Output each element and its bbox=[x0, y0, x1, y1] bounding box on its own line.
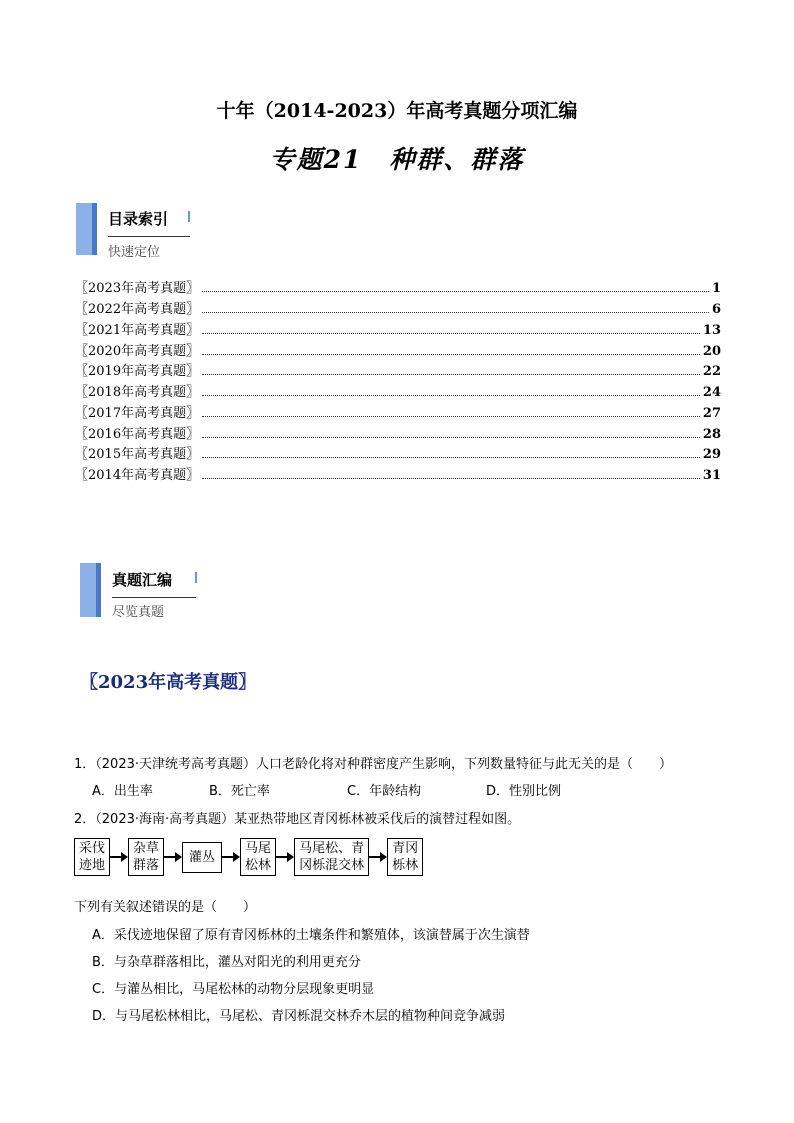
flow-box-mixed-forest: 马尾松、青 冈栎混交林 bbox=[294, 838, 369, 876]
toc-entry[interactable] bbox=[75, 463, 721, 483]
question-2-prompt: 下列有关叙述错误的是（ ） bbox=[74, 900, 257, 915]
toc-entry-label: 〖2019年高考真题〗 bbox=[75, 364, 200, 379]
toc-entry-page: 31 bbox=[702, 468, 721, 483]
flow-arrow bbox=[110, 850, 128, 864]
toc-entry-page: 24 bbox=[702, 385, 721, 400]
section-bar-decoration bbox=[76, 203, 92, 255]
flow-box-clearcut: 采伐 迹地 bbox=[74, 838, 110, 876]
toc-entry-page: 22 bbox=[702, 364, 721, 379]
toc-leader-dots bbox=[202, 332, 700, 334]
section-mark bbox=[195, 572, 197, 583]
toc-entry-label: 〖2023年高考真题〗 bbox=[75, 281, 200, 296]
toc-entry-label: 〖2017年高考真题〗 bbox=[75, 406, 200, 421]
toc-leader-dots bbox=[202, 436, 700, 438]
question-1-option-c: C．年龄结构 bbox=[347, 784, 422, 799]
toc-leader-dots bbox=[202, 290, 709, 292]
toc-entry-page: 6 bbox=[711, 302, 721, 317]
toc-entry[interactable] bbox=[75, 422, 721, 442]
flow-arrow bbox=[369, 850, 387, 864]
document-subtitle: 专题21 种群、群落 bbox=[269, 145, 525, 174]
question-2-stem: 2．（2023·海南·高考真题）某亚热带地区青冈栎林被采伐后的演替过程如图。 bbox=[74, 812, 521, 827]
document-title: 十年（2014-2023）年高考真题分项汇编 bbox=[216, 100, 578, 122]
flow-arrow bbox=[276, 850, 294, 864]
toc-leader-dots bbox=[202, 373, 700, 375]
toc-entry-page: 20 bbox=[702, 344, 721, 359]
toc-entry-label: 〖2020年高考真题〗 bbox=[75, 344, 200, 359]
toc-leader-dots bbox=[202, 394, 700, 396]
flow-box-oak-forest: 青冈 栎林 bbox=[387, 838, 423, 876]
toc-entry-page: 28 bbox=[702, 427, 721, 442]
toc-entry-label: 〖2016年高考真题〗 bbox=[75, 427, 200, 442]
question-2-option-a: A．采伐迹地保留了原有青冈栎林的土壤条件和繁殖体，该演替属于次生演替 bbox=[92, 928, 530, 943]
toc-entry-label: 〖2022年高考真题〗 bbox=[75, 302, 200, 317]
section-bar-accent bbox=[96, 563, 101, 617]
flow-box-shrub: 灌丛 bbox=[182, 842, 222, 873]
questions-section-heading: 真题汇编 bbox=[112, 571, 173, 589]
question-1-option-b: B．死亡率 bbox=[209, 784, 270, 799]
toc-entry[interactable] bbox=[75, 401, 721, 421]
section-bar-accent bbox=[92, 203, 97, 255]
flow-box-weed-community: 杂草 群落 bbox=[128, 838, 164, 876]
questions-section-subheading: 尽览真题 bbox=[112, 605, 165, 620]
toc-entry-label: 〖2021年高考真题〗 bbox=[75, 323, 200, 338]
year-heading: 〖2023年高考真题〗 bbox=[80, 672, 257, 693]
toc-section-heading: 目录索引 bbox=[108, 210, 169, 228]
toc-entry-page: 27 bbox=[702, 406, 721, 421]
section-mark bbox=[188, 211, 190, 222]
question-1-stem: 1．（2023·天津统考高考真题）人口老龄化将对种群密度产生影响，下列数量特征与此无关的是（ ） bbox=[74, 757, 672, 772]
toc-entry-label: 〖2018年高考真题〗 bbox=[75, 385, 200, 400]
succession-flow-diagram bbox=[74, 838, 423, 876]
question-2-option-b: B．与杂草群落相比，灌丛对阳光的利用更充分 bbox=[92, 955, 361, 970]
toc-entry[interactable] bbox=[75, 339, 721, 359]
question-1-option-d: D．性别比例 bbox=[486, 784, 562, 799]
toc-entry-page: 13 bbox=[702, 323, 721, 338]
section-divider bbox=[112, 597, 196, 598]
toc-leader-dots bbox=[202, 456, 700, 458]
question-2-option-d: D．与马尾松林相比，马尾松、青冈栎混交林乔木层的植物种间竞争减弱 bbox=[92, 1009, 506, 1024]
toc-leader-dots bbox=[202, 415, 700, 417]
question-1-option-a: A．出生率 bbox=[92, 784, 153, 799]
flow-arrow bbox=[164, 850, 182, 864]
section-divider bbox=[108, 236, 190, 237]
flow-arrow bbox=[222, 850, 240, 864]
flow-box-masson-pine: 马尾 松林 bbox=[240, 838, 276, 876]
toc-section-subheading: 快速定位 bbox=[108, 245, 161, 260]
toc-leader-dots bbox=[202, 477, 700, 479]
question-2-option-c: C．与灌丛相比，马尾松林的动物分层现象更明显 bbox=[92, 982, 375, 997]
toc-entry[interactable] bbox=[75, 442, 721, 462]
toc-entry[interactable] bbox=[75, 318, 721, 338]
section-bar-decoration bbox=[80, 563, 96, 617]
toc-entry[interactable] bbox=[75, 276, 721, 296]
toc-entry-label: 〖2014年高考真题〗 bbox=[75, 468, 200, 483]
toc-entry-page: 29 bbox=[702, 447, 721, 462]
toc-entry[interactable] bbox=[75, 359, 721, 379]
toc-leader-dots bbox=[202, 353, 700, 355]
toc-entry[interactable] bbox=[75, 380, 721, 400]
toc-entry-page: 1 bbox=[711, 281, 721, 296]
toc-entry[interactable] bbox=[75, 297, 721, 317]
toc-entry-label: 〖2015年高考真题〗 bbox=[75, 447, 200, 462]
toc-leader-dots bbox=[202, 311, 709, 313]
